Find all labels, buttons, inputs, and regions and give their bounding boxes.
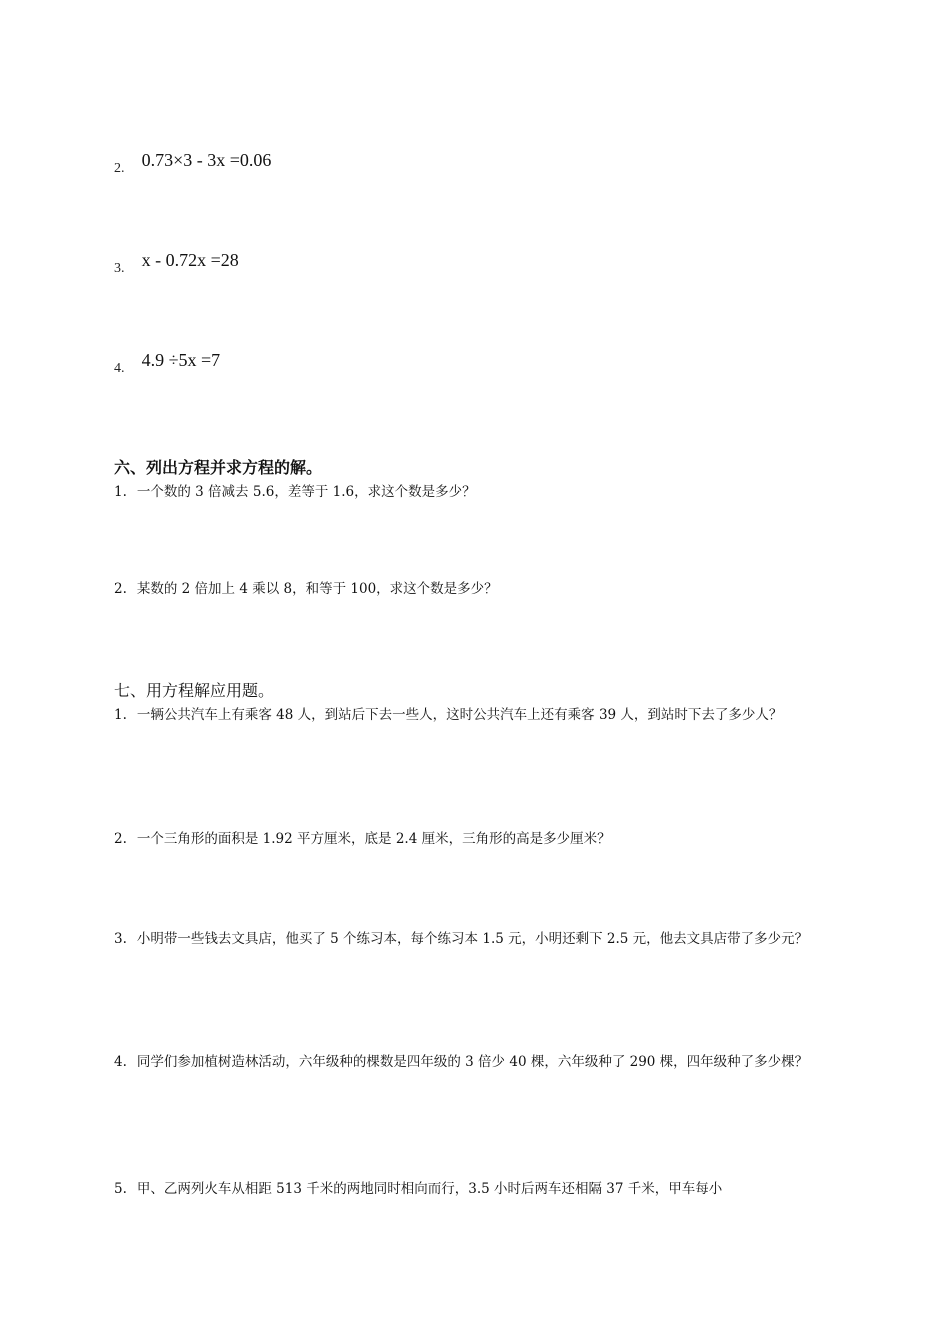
equation-number: 2. — [114, 161, 125, 176]
question-item — [114, 575, 838, 603]
question-text: 一个数的 3 倍减去 5.6，差等于 1.6，求这个数是多少？ — [136, 484, 476, 500]
question-number: 1. — [114, 484, 127, 500]
question-text: 甲、乙两列火车从相距 513 千米的两地同时相向而行，3.5 小时后两车还相隔 37 千米，甲车每小 — [136, 1181, 723, 1197]
equation-expression: x - 0.72x =28 — [141, 250, 239, 270]
question-number: 2. — [114, 831, 127, 847]
question-number: 5. — [114, 1181, 127, 1197]
question-number: 3. — [114, 931, 127, 947]
question-text: 一个三角形的面积是 1.92 平方厘米，底是 2.4 厘米，三角形的高是多少厘米？ — [136, 831, 611, 847]
equation-number: 4. — [114, 361, 125, 376]
question-text: 同学们参加植树造林活动，六年级种的棵数是四年级的 3 倍少 40 棵，六年级种了 290 棵，四年级种了多少棵？ — [136, 1054, 809, 1070]
question-number: 1. — [114, 707, 127, 723]
equation-number: 3. — [114, 261, 125, 276]
equation-row — [114, 350, 221, 376]
equation-row — [114, 250, 239, 276]
question-text: 小明带一些钱去文具店，他买了 5 个练习本，每个练习本 1.5 元，小明还剩下 2.5 元，他去文具店带了多少元？ — [136, 931, 809, 947]
question-text: 一辆公共汽车上有乘客 48 人，到站后下去一些人，这时公共汽车上还有乘客 39 人，到站时下去了多少人？ — [136, 707, 783, 723]
section-7-title: 七、用方程解应用题。 — [114, 681, 275, 700]
question-number: 4. — [114, 1054, 127, 1070]
question-item — [114, 478, 838, 506]
equation-row — [114, 150, 272, 176]
question-text: 某数的 2 倍加上 4 乘以 8，和等于 100，求这个数是多少？ — [136, 581, 498, 597]
question-item — [114, 825, 838, 853]
equation-expression: 0.73×3 - 3x =0.06 — [141, 150, 272, 170]
question-item — [114, 1175, 838, 1203]
question-item — [114, 1048, 838, 1076]
section-6-title: 六、列出方程并求方程的解。 — [114, 458, 323, 477]
equation-expression: 4.9 ÷5x =7 — [141, 350, 221, 370]
question-item — [114, 701, 838, 729]
question-item — [114, 925, 838, 953]
question-number: 2. — [114, 581, 127, 597]
